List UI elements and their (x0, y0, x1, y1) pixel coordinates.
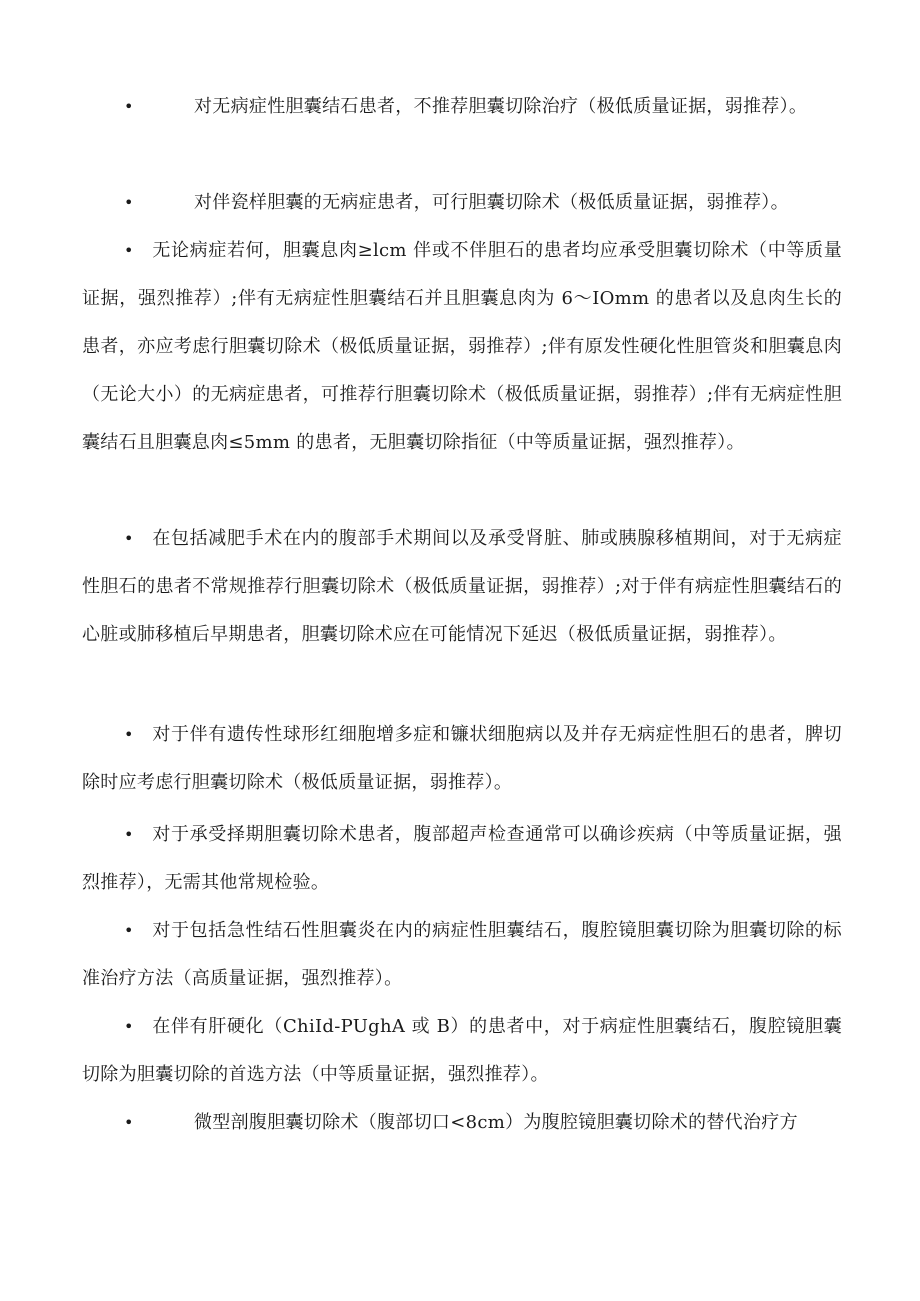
item-text: 对伴瓷样胆囊的无病症患者，可行胆囊切除术（极低质量证据，弱推荐）。 (194, 192, 789, 213)
list-item (82, 227, 842, 467)
list-item (82, 179, 842, 227)
item-text: 对于承受择期胆囊切除术患者，腹部超声检查通常可以确诊疾病（中等质量证据，强烈推荐），无需其他常规检验。 (82, 824, 842, 893)
bullet: • (124, 1113, 134, 1132)
bullet: • (124, 825, 134, 844)
item-text: 在伴有肝硬化（ChiId-PUghA 或 B）的患者中，对于病症性胆囊结石，腹腔镜胆囊切除为胆囊切除的首选方法（中等质量证据，强烈推荐）。 (82, 1016, 842, 1085)
bullet: • (124, 921, 134, 940)
list-item (82, 1099, 842, 1147)
list-item (82, 515, 842, 659)
list-item (82, 907, 842, 1003)
list-item (82, 1003, 842, 1099)
item-text: 对于包括急性结石性胆囊炎在内的病症性胆囊结石，腹腔镜胆囊切除为胆囊切除的标准治疗方法（高质量证据，强烈推荐）。 (82, 920, 842, 989)
bullet: • (124, 529, 134, 548)
list-item (82, 83, 842, 131)
item-text: 对无病症性胆囊结石患者，不推荐胆囊切除治疗（极低质量证据，弱推荐）。 (194, 96, 808, 117)
item-text: 对于伴有遗传性球形红细胞增多症和镰状细胞病以及并存无病症性胆石的患者，脾切除时应考虑行胆囊切除术（极低质量证据，弱推荐）。 (82, 724, 842, 793)
bullet: • (124, 725, 134, 744)
list-item (82, 711, 842, 807)
bullet: • (124, 1017, 134, 1036)
bullet: • (124, 193, 134, 212)
item-text: 微型剖腹胆囊切除术（腹部切口<8cm）为腹腔镜胆囊切除术的替代治疗方 (194, 1112, 798, 1133)
item-text: 无论病症若何，胆囊息肉≥lcm 伴或不伴胆石的患者均应承受胆囊切除术（中等质量证据，强烈推荐）;伴有无病症性胆囊结石并且胆囊息肉为 6～IOmm 的患者以及息肉生长的患者，亦应考虑行胆囊切除术（极低质量证据，弱推荐）;伴有原发性硬化性胆管炎和胆囊息肉（无论大小）的无病症患者，可推荐行胆囊切除术（极低质量证据，弱推荐）;伴有无病症性胆囊结石且胆囊息肉≤5mm 的患者，无胆囊切除指征（中等质量证据，强烈推荐）。 (82, 240, 842, 453)
bullet: • (124, 241, 134, 260)
item-text: 在包括减肥手术在内的腹部手术期间以及承受肾脏、肺或胰腺移植期间，对于无病症性胆石的患者不常规推荐行胆囊切除术（极低质量证据，弱推荐）;对于伴有病症性胆囊结石的心脏或肺移植后早期患者，胆囊切除术应在可能情况下延迟（极低质量证据，弱推荐）。 (82, 528, 842, 645)
bullet: • (124, 97, 134, 116)
list-item (82, 811, 842, 907)
